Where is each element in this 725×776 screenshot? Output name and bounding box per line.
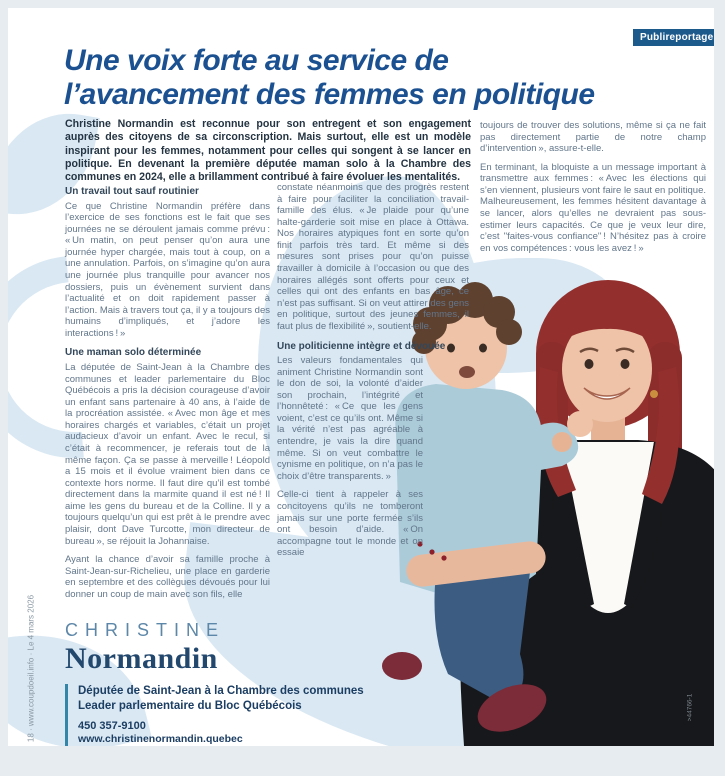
profile-last-name: Normandin (65, 642, 218, 675)
paragraph: Ce que Christine Normandin préfère dans l’exercice de ses fonctions est le fait que ses journées ne se déroulent jamais comme prévu : « Un matin, on peut penser qu’on aura une journée hyper chargée, mais tout à coup, on a une annulation. Parfois, on s’imagine qu’on aura une journée plus tranquille pour avancer nos dossiers, puis un évènement survient dans l’actualité et on doit rapidement passer à l’action. Mais à travers tout ça, il y a toujours des humains d’impliqués, et j’adore les interactions ! » (65, 200, 270, 339)
article-page (8, 8, 714, 746)
toddler-hand (567, 411, 593, 437)
profile-first-name: CHRISTINE (65, 620, 226, 640)
headline-line-1: Une voix forte au service de (64, 44, 449, 77)
paragraph: Celle-ci tient à rappeler à ses concitoyens qu’ils ne tomberont jamais sur une porte fermée s’ils ont besoin d’aide. « On accompagne tout le monde et on essaie (277, 489, 423, 559)
paragraph: En terminant, la bloquiste a un message important à transmettre aux femmes : « Avec les élections qui s’en viennent, plusieurs vont faire le saut en politique. Malheureusement, les femmes hésitent davantage à se lancer, alors qu’elles ne devraient pas sous-estimer leurs capacités. Ce que je veux leur dire, c’est "faites-vous confiance" ! N’hésitez pas à croire en vos compétences : vous les avez ! » (480, 161, 706, 254)
paragraph: toujours de trouver des solutions, même si ça ne fait pas directement partie de notre champ d’intervention », assure-t-elle. (480, 120, 706, 155)
text-wrap-spacer (423, 354, 469, 746)
article-headline (64, 44, 704, 112)
article-column-1 (65, 186, 270, 608)
profile-title-2: Leader parlementaire du Bloc Québécois (78, 699, 302, 712)
article-column-3 (480, 120, 706, 261)
paragraph: constate néanmoins que des progrès restent à faire pour faciliter la conciliation travail-famille des élus. « Je plaide pour qu’une halte-garderie soit mise en place à Ottawa. Nos horaires atypiques font en sorte qu’on finit parfois très tard. Et même si des mesures sont prises pour qu’on puisse travailler à domicile à l’occasion ou que des horaires allégés sont offerts pour ceux et celles qui ont des enfants en bas âge, ce n’est pas suffisant. Si on veut attirer des gens en politique, surtout des jeunes femmes, il faut plus de flexibilité », soutient-elle. (277, 182, 469, 332)
earring (650, 390, 658, 398)
section-heading: Un travail tout sauf routinier (65, 186, 199, 197)
paragraph: Ayant la chance d’avoir sa famille proche à Saint-Jean-sur-Richelieu, une place en garderie en septembre et des collègues dévoués pour lui donner un coup de main avec son fils, elle (65, 554, 270, 600)
section-heading: Une maman solo déterminée (65, 347, 202, 359)
page-edge-info: 18 · www.coupdoeil.info · Le 4 mars 2026 (26, 594, 36, 743)
profile-website: www.christinenormandin.quebec (78, 733, 243, 746)
profile-phone: 450 357-9100 (78, 719, 146, 732)
print-code: >44766-1 (686, 693, 694, 722)
headline-line-2: l’avancement des femmes en politique (64, 77, 595, 111)
article-intro: Christine Normandin est reconnue pour son entregent et son engagement auprès des citoyens de sa circonscription. Mais surtout, elle est un modèle inspirant pour les femmes, notamment pour celles qui songent à se lancer en politique. En devenant la première députée maman solo à la Chambre des communes en 2024, elle a brillamment contribué à faire évoluer les mentalités. (65, 118, 471, 184)
paragraph: Les valeurs fondamentales qui animent Christine Normandin sont le don de soi, la volonté d’aider son prochain, l’intégrité et l’honnêteté : « Ce que les gens voient, c’est ce qu’ils ont. Même si la vérité n’est pas agréable à entendre, je vais la dire quand même. Si on veut combattre le cynisme en politique, on n’a pas le choix d’être transparents. » (277, 355, 423, 482)
publireportage-badge: Publireportage (633, 29, 714, 46)
profile-title-1: Députée de Saint-Jean à la Chambre des communes (78, 685, 364, 697)
profile-contact-block (65, 684, 364, 746)
profile-block (65, 620, 364, 746)
paragraph: La députée de Saint-Jean à la Chambre des communes et leader parlementaire du Bloc Québécois a pris la décision courageuse d’avoir un enfant sans partenaire à 40 ans, à l’aide de la procréation assistée. « Avec mon âge et mes horaires chargés et variables, c’était un projet audacieux d’avoir un enfant. Avec le recul, si c’était à recommencer, je referais tout de la même façon. Ça se passe à merveille ! Léopold a 15 mois et il évolue vraiment bien dans ce contexte hors norme. Il faut dire qu’il est tombé directement dans la marmite quand il est né ! Il aime les gens du bureau et de la Colline. Il y a toujours quelqu’un qui est prêt à le prendre avec plaisir, dont Dave Turcotte, mon directeur de bureau », se réjouit la Johannaise. (65, 361, 270, 547)
text-wrap-spacer (469, 182, 470, 354)
section-heading: Une politicienne intègre et dévouée (277, 340, 446, 352)
